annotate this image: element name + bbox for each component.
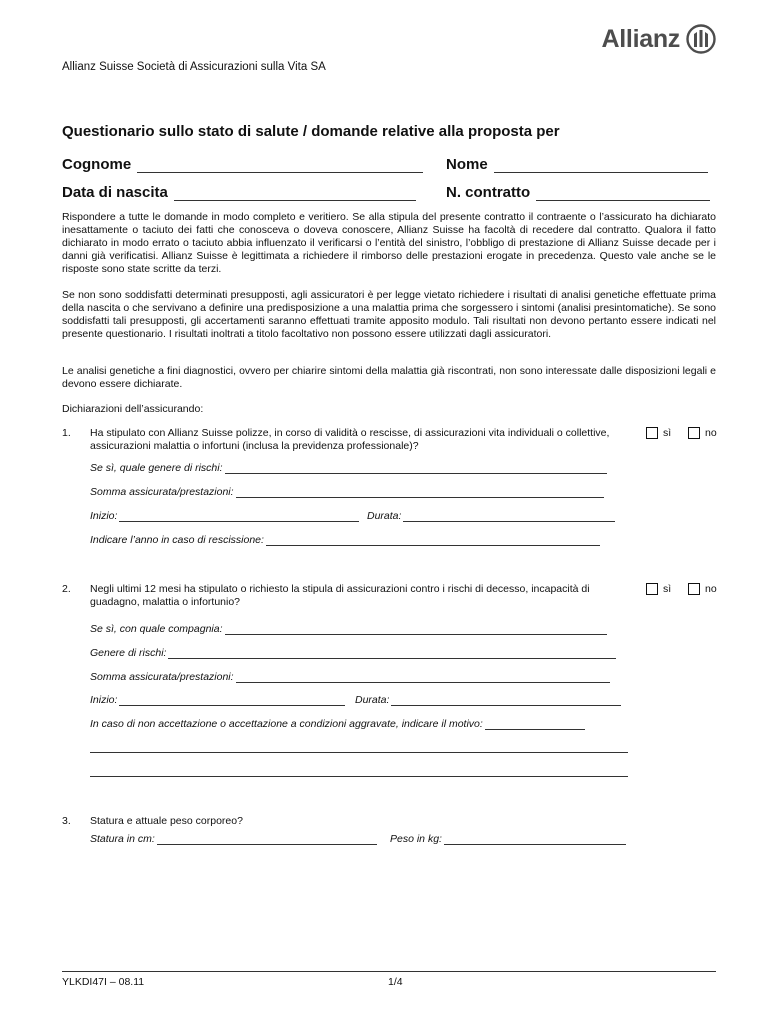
q2-company-label: Se sì, con quale compagnia: [90,623,223,635]
surname-label: Cognome [62,156,132,173]
q1-duration-line[interactable] [403,511,615,522]
q1-start-line[interactable] [119,511,359,522]
q2-yes-option[interactable] [646,583,671,595]
dob-line[interactable] [174,186,416,201]
q3-text: Statura e attuale peso corporeo? [90,815,243,827]
q2-kind-field[interactable] [90,647,616,659]
form-code: YLKDI47I – 08.11 [62,976,145,988]
name-field[interactable] [446,156,708,173]
q1-no-checkbox[interactable] [688,427,700,439]
q2-start-field[interactable] [90,694,345,706]
diagnostic-paragraph: Le analisi genetiche a fini diagnostici, ovvero per chiarire sintomi della malattia già riscontrati, non sono interessate dalle disposizioni legali e devono essere dichiarate. [62,365,716,390]
q1-yes-option[interactable] [646,427,671,439]
q2-yes-label: sì [663,583,672,595]
q2-sum-label: Somma assicurata/prestazioni: [90,671,234,683]
q1-kind-line[interactable] [225,463,607,474]
q2-sum-line[interactable] [236,672,610,683]
q3-height-field[interactable] [90,833,377,845]
declarations-heading: Dichiarazioni dell’assicurando: [62,403,204,415]
q1-start-field[interactable] [90,510,359,522]
q2-no-label: no [705,583,717,595]
surname-line[interactable] [137,158,423,173]
q2-reason-label: In caso di non accettazione o accettazione a condizioni aggravate, indicare il motivo: [90,718,483,730]
q1-sum-field[interactable] [90,486,604,498]
q2-no-checkbox[interactable] [688,583,700,595]
q1-start-label: Inizio: [90,510,118,522]
contract-label: N. contratto [446,184,531,201]
dob-field[interactable] [62,184,416,201]
q1-kind-label: Se sì, quale genere di rischi: [90,462,223,474]
q1-duration-label: Durata: [367,510,402,522]
dob-label: Data di nascita [62,184,168,201]
q2-reason-line-3[interactable] [90,776,628,777]
q2-yes-checkbox[interactable] [646,583,658,595]
q3-height-label: Statura in cm: [90,833,155,845]
form-title: Questionario sullo stato di salute / domande relative alla proposta per [62,123,560,140]
q2-reason-line-2[interactable] [90,752,628,753]
allianz-logo [602,24,716,54]
q1-year-field[interactable] [90,534,600,546]
brand-name: Allianz [601,24,680,53]
q3-weight-label: Peso in kg: [390,833,442,845]
q2-no-option[interactable] [688,583,717,595]
q2-start-label: Inizio: [90,694,118,706]
q2-number: 2. [62,583,71,595]
q2-sum-field[interactable] [90,671,610,683]
q1-yes-label: sì [663,427,672,439]
q2-duration-field[interactable] [355,694,621,706]
contract-line[interactable] [536,186,710,201]
q2-kind-label: Genere di rischi: [90,647,167,659]
q3-weight-field[interactable] [390,833,626,845]
allianz-eagle-icon [686,24,716,54]
q1-year-line[interactable] [266,535,600,546]
q1-sum-label: Somma assicurata/prestazioni: [90,486,234,498]
contract-field[interactable] [446,184,710,201]
q3-height-line[interactable] [157,834,377,845]
intro-paragraph: Rispondere a tutte le domande in modo completo e veritiero. Se alla stipula del presente contratto il contraente o l’assicurato ha dichiarato inesattamente o taciuto dei fatti che conosceva o doveva conoscere, Allianz Suisse ha facoltà di recedere dal contratto. Qualora il fatto dichiarato in modo errato o taciuto abbia influenzato il verificarsi o l’entità del sinistro, l’obbligo di prestazione di Allianz Suisse decade per i danni già verificatisi. Allianz Suisse è legittimata a richiedere il rimborso delle prestazioni erogate in precedenza. Questo vale anche se le risposte sono state scritte da terzi. [62,211,716,275]
page-number: 1/4 [388,976,403,988]
name-line[interactable] [494,158,708,173]
q2-reason-line[interactable] [485,719,585,730]
q1-no-option[interactable] [688,427,717,439]
q2-reason-field[interactable] [90,718,585,730]
q3-weight-line[interactable] [444,834,626,845]
company-name: Allianz Suisse Società di Assicurazioni sulla Vita SA [62,61,326,73]
q2-text: Negli ultimi 12 mesi ha stipulato o richiesto la stipula di assicurazioni contro i rischi di decesso, incapacità di guadagno, malattia o infortunio? [90,583,590,608]
q2-company-field[interactable] [90,623,607,635]
q2-kind-line[interactable] [168,648,616,659]
q1-sum-line[interactable] [236,487,604,498]
q1-text: Ha stipulato con Allianz Suisse polizze, in corso di validità o rescisse, di assicurazioni vita individuali o collettive, assicurazioni malattia o infortuni (inclusa la previdenza professionale)? [90,427,610,452]
q1-year-label: Indicare l’anno in caso di rescissione: [90,534,264,546]
name-label: Nome [446,156,488,173]
footer-divider [62,971,716,972]
q2-company-line[interactable] [225,624,607,635]
q1-no-label: no [705,427,717,439]
q2-start-line[interactable] [119,695,345,706]
q2-duration-line[interactable] [391,695,621,706]
q3-number: 3. [62,815,71,827]
q1-number: 1. [62,427,71,439]
q1-duration-field[interactable] [367,510,615,522]
q2-duration-label: Durata: [355,694,390,706]
genetic-paragraph: Se non sono soddisfatti determinati presupposti, agli assicuratori è per legge vietato richiedere i risultati di analisi genetiche effettuate prima della nascita o che servivano a definire una predisposizione a una malattia prima che sorgessero i sintomi (analisi presintomatiche). Se sono soddisfatti tali presupposti, gli accertamenti saranno effettuati tramite apposito modulo. Tali risultati non devono pertanto essere indicati nel presente questionario. I risultati inoltrati a titolo facoltativo non possono essere utilizzati dagli assicuratori. [62,289,716,340]
surname-field[interactable] [62,156,423,173]
q1-yes-checkbox[interactable] [646,427,658,439]
q1-kind-field[interactable] [90,462,607,474]
